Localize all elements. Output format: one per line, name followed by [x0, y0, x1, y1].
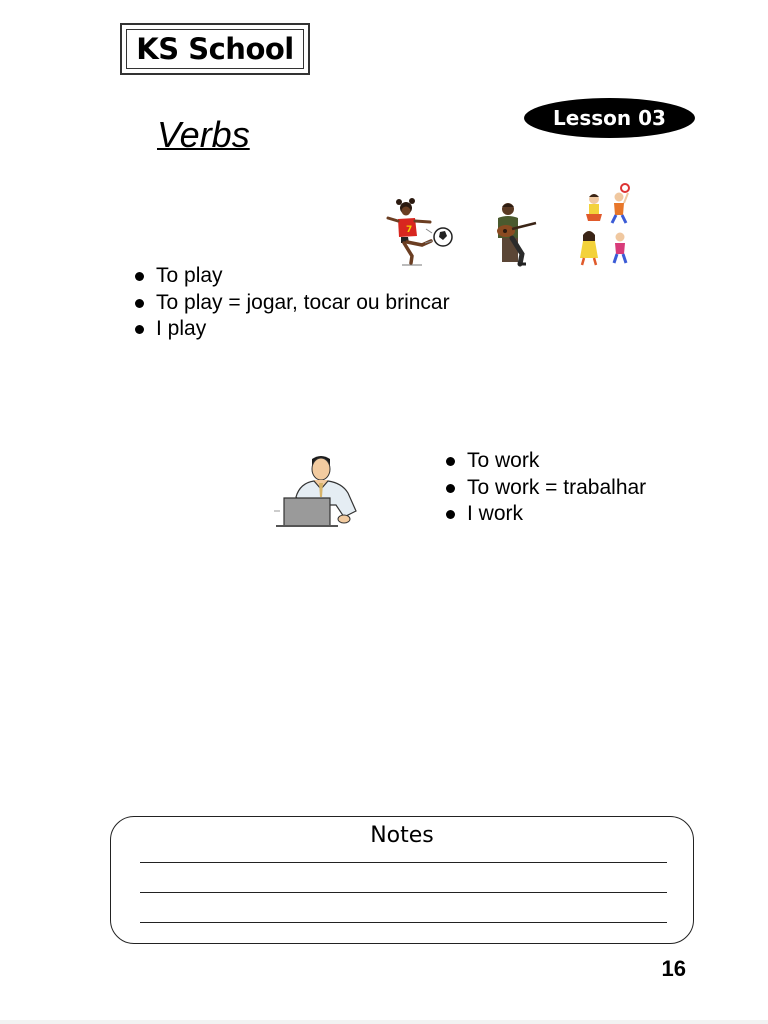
page-title: Verbs — [157, 114, 250, 155]
list-item: To work = trabalhar — [445, 475, 646, 502]
list-item: I play — [134, 316, 450, 343]
list-item: I work — [445, 501, 646, 528]
note-writing-line[interactable] — [140, 922, 667, 923]
work-bullet-list — [445, 448, 646, 528]
page-number: 16 — [661, 956, 686, 981]
list-item: To work — [445, 448, 646, 475]
page-bottom-edge — [0, 1020, 768, 1024]
svg-text:7: 7 — [406, 225, 413, 235]
note-writing-line[interactable] — [140, 892, 667, 893]
lesson-badge — [524, 98, 695, 138]
school-title-box — [120, 23, 310, 75]
play-bullet-list — [134, 263, 450, 343]
notes-title: Notes — [370, 823, 434, 848]
note-writing-line[interactable] — [140, 862, 667, 863]
man-playing-guitar-illustration — [484, 198, 540, 270]
girl-kicking-soccer-ball-illustration — [382, 193, 458, 271]
list-item: To play = jogar, tocar ou brincar — [134, 290, 450, 317]
children-playing-illustration — [572, 183, 638, 269]
man-working-on-laptop-illustration — [274, 453, 366, 531]
school-name: KS School — [136, 32, 294, 66]
list-item: To play — [134, 263, 450, 290]
lesson-label: Lesson 03 — [553, 106, 666, 130]
notes-box — [110, 816, 694, 944]
